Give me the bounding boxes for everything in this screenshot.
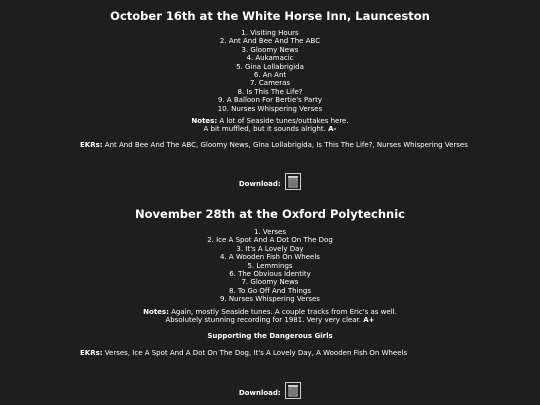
show-title: November 28th at the Oxford Polytechnic [135, 207, 405, 221]
download-label: Download: [238, 389, 281, 397]
notes-text: A lot of Seaside tunes/outtakes here. [219, 117, 349, 125]
track-item: 6. An Ant [253, 71, 287, 80]
grade-badge: A+ [363, 316, 375, 325]
download-november [0, 382, 540, 399]
track-item: 6. The Obvious Identity [229, 270, 311, 279]
tracklist-october [0, 29, 540, 113]
track-item: 2. Ant And Bee And The ABC [219, 37, 321, 46]
grade-badge: A- [328, 125, 337, 134]
track-item: 5. Lemmings [247, 261, 293, 270]
track-item: 7. Cameras [249, 79, 291, 88]
show-october-section [0, 9, 540, 23]
track-item: 1. Visiting Hours [241, 29, 299, 37]
notes-november [0, 308, 540, 325]
notes-label: Notes: [191, 117, 218, 125]
notes-text: Absolutely stunning recording for 1981. Very very clear. [165, 316, 361, 325]
track-item: 4. Aukamacic [246, 54, 294, 63]
ekrs-text: Verses, Ice A Spot And A Dot On The Dog, It's A Lovely Day, A Wooden Fish On Wheels [104, 349, 408, 357]
ekrs-text: Ant And Bee And The ABC, Gloomy News, Gina Lollabrigida, Is This The Life?, Nurses Whispering Verses [104, 141, 468, 149]
notes-october [0, 117, 540, 134]
notes-text: A bit muffled, but it sounds alright. [203, 125, 326, 134]
track-item: 5. Gina Lollabrigida [236, 62, 304, 71]
track-item: 7. Gloomy News [241, 278, 299, 287]
archive-download-icon[interactable] [285, 382, 301, 399]
download-label: Download: [238, 180, 281, 188]
track-item: 8. To Go Off And Things [228, 286, 312, 295]
track-item: 2. Ice A Spot And A Dot On The Dog [207, 236, 333, 245]
track-item: 9. Nurses Whispering Verses [220, 295, 320, 304]
track-item: 10. Nurses Whispering Verses [217, 104, 323, 113]
download-october [0, 173, 540, 190]
notes-label: Notes: [143, 308, 169, 316]
track-item: 8. Is This The Life? [237, 87, 303, 96]
track-item: 3. It's A Lovely Day [236, 244, 304, 253]
show-title: October 16th at the White Horse Inn, Launceston [110, 9, 430, 23]
ekrs-label: EKRs: [80, 141, 103, 149]
track-item: 9. A Balloon For Bertie's Party [217, 96, 323, 105]
ekrs-october [0, 141, 540, 149]
archive-download-icon[interactable] [285, 173, 301, 190]
notes-text: Again, mostly Seaside tunes. A couple tracks from Eric's as well. [171, 308, 397, 316]
support-note: Supporting the Dangerous Girls [207, 332, 333, 340]
ekrs-november [0, 349, 540, 357]
track-item: 4. A Wooden Fish On Wheels [220, 253, 320, 262]
ekrs-label: EKRs: [80, 349, 103, 357]
show-november-section [0, 207, 540, 221]
tracklist-november [0, 228, 540, 304]
track-item: 1. Verses [254, 228, 286, 236]
track-item: 3. Gloomy News [241, 45, 299, 54]
